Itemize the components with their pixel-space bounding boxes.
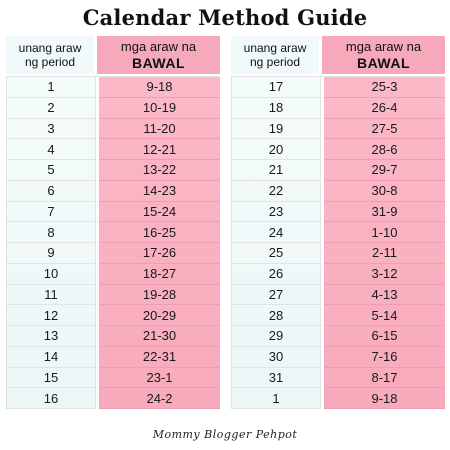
cell-bawal-range: 31-9 (324, 202, 445, 223)
cell-bawal-range: 9-18 (99, 77, 220, 98)
cell-bawal-range: 5-14 (324, 305, 445, 326)
cell-bawal-range: 13-22 (99, 160, 220, 181)
cell-bawal-range: 4-13 (324, 285, 445, 306)
cell-bawal-range: 1-10 (324, 222, 445, 243)
cell-bawal-range: 18-27 (99, 264, 220, 285)
cell-bawal-range: 8-17 (324, 368, 445, 389)
cell-bawal-range: 20-29 (99, 305, 220, 326)
cell-first-day: 22 (232, 181, 320, 202)
cell-first-day: 30 (232, 347, 320, 368)
calendar-table-left (6, 36, 220, 409)
first-day-column (231, 77, 321, 409)
calendar-table-right (231, 36, 445, 409)
cell-bawal-range: 30-8 (324, 181, 445, 202)
cell-first-day: 15 (7, 368, 95, 389)
header-first-day-line1: unang araw (18, 41, 82, 55)
cell-bawal-range: 15-24 (99, 202, 220, 223)
cell-first-day: 29 (232, 326, 320, 347)
cell-bawal-range: 24-2 (99, 388, 220, 409)
cell-first-day: 10 (7, 264, 95, 285)
cell-first-day: 5 (7, 160, 95, 181)
cell-first-day: 14 (7, 347, 95, 368)
cell-first-day: 31 (232, 368, 320, 389)
cell-first-day: 13 (7, 326, 95, 347)
header-first-day (231, 36, 319, 74)
table-body (231, 76, 445, 409)
cell-first-day: 1 (7, 77, 95, 98)
cell-first-day: 19 (232, 119, 320, 140)
header-bawal-line2: BAWAL (131, 55, 186, 71)
cell-bawal-range: 23-1 (99, 368, 220, 389)
header-first-day (6, 36, 94, 74)
cell-bawal-range: 6-15 (324, 326, 445, 347)
cell-bawal-range: 19-28 (99, 285, 220, 306)
cell-first-day: 24 (232, 222, 320, 243)
cell-first-day: 6 (7, 181, 95, 202)
cell-bawal-range: 11-20 (99, 119, 220, 140)
cell-bawal-range: 9-18 (324, 388, 445, 409)
cell-bawal-range: 2-11 (324, 243, 445, 264)
cell-first-day: 2 (7, 98, 95, 119)
header-bawal-line2: BAWAL (356, 55, 411, 71)
table-body (6, 76, 220, 409)
cell-bawal-range: 26-4 (324, 98, 445, 119)
cell-bawal-range: 25-3 (324, 77, 445, 98)
cell-first-day: 23 (232, 202, 320, 223)
header-bawal-line1: mga araw na (120, 39, 197, 54)
cell-first-day: 28 (232, 305, 320, 326)
cell-first-day: 27 (232, 285, 320, 306)
table-header (6, 36, 220, 74)
header-first-day-line2: ng period (249, 55, 301, 69)
cell-bawal-range: 7-16 (324, 347, 445, 368)
cell-first-day: 12 (7, 305, 95, 326)
cell-first-day: 18 (232, 98, 320, 119)
footer-signature: Mommy Blogger Pehpot (152, 428, 298, 441)
cell-first-day: 1 (232, 388, 320, 409)
cell-first-day: 9 (7, 243, 95, 264)
cell-first-day: 21 (232, 160, 320, 181)
cell-bawal-range: 16-25 (99, 222, 220, 243)
cell-first-day: 4 (7, 139, 95, 160)
cell-first-day: 11 (7, 285, 95, 306)
header-bawal-days (97, 36, 220, 74)
cell-bawal-range: 14-23 (99, 181, 220, 202)
header-bawal-line1: mga araw na (345, 39, 422, 54)
table-header (231, 36, 445, 74)
cell-bawal-range: 28-6 (324, 139, 445, 160)
cell-first-day: 16 (7, 388, 95, 409)
cell-first-day: 20 (232, 139, 320, 160)
cell-first-day: 7 (7, 202, 95, 223)
cell-first-day: 26 (232, 264, 320, 285)
bawal-column (324, 77, 445, 409)
bawal-column (99, 77, 220, 409)
cell-first-day: 25 (232, 243, 320, 264)
header-first-day-line1: unang araw (243, 41, 307, 55)
first-day-column (6, 77, 96, 409)
cell-bawal-range: 27-5 (324, 119, 445, 140)
cell-bawal-range: 17-26 (99, 243, 220, 264)
header-first-day-line2: ng period (24, 55, 76, 69)
cell-bawal-range: 10-19 (99, 98, 220, 119)
cell-first-day: 3 (7, 119, 95, 140)
cell-bawal-range: 29-7 (324, 160, 445, 181)
cell-bawal-range: 12-21 (99, 139, 220, 160)
cell-bawal-range: 3-12 (324, 264, 445, 285)
cell-bawal-range: 22-31 (99, 347, 220, 368)
cell-bawal-range: 21-30 (99, 326, 220, 347)
page-title: Calendar Method Guide (82, 5, 368, 30)
cell-first-day: 17 (232, 77, 320, 98)
cell-first-day: 8 (7, 222, 95, 243)
header-bawal-days (322, 36, 445, 74)
